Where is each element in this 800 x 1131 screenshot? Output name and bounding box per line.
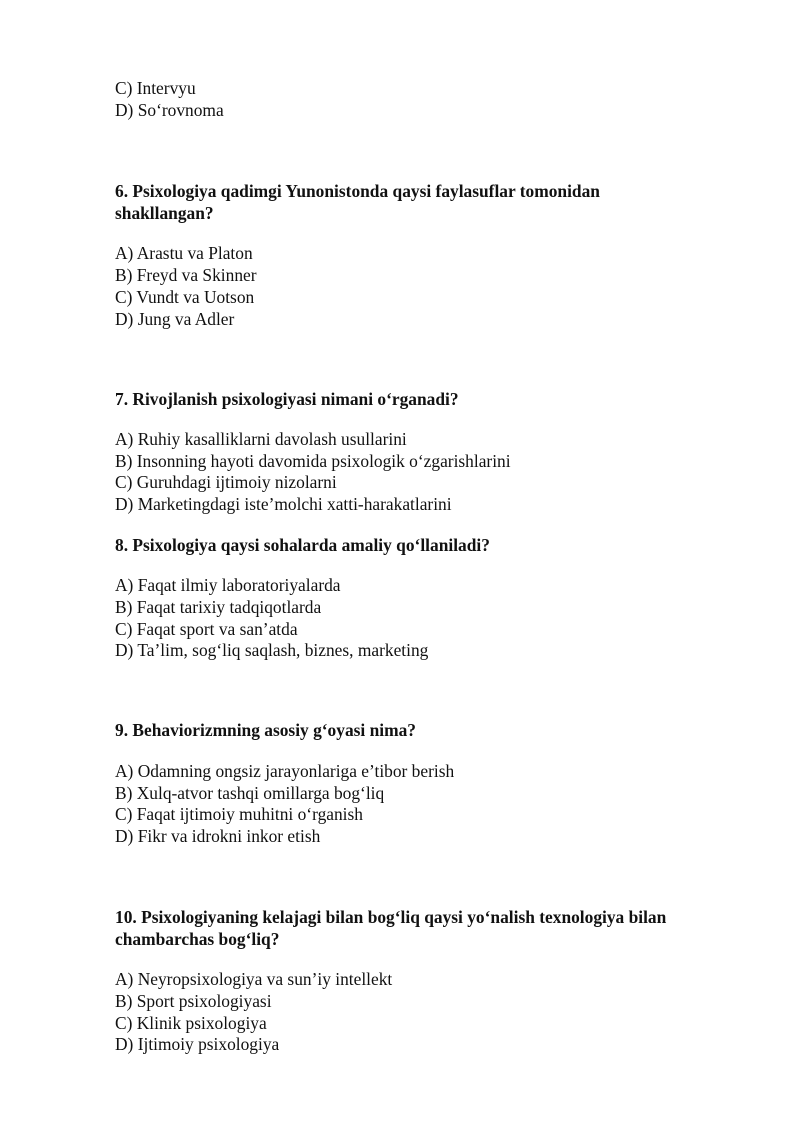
question-6-option-d: D) Jung va Adler bbox=[115, 309, 235, 329]
question-8-option-b: B) Faqat tarixiy tadqiqotlarda bbox=[115, 597, 322, 617]
question-9-title: 9. Behaviorizmning asosiy g‘oyasi nima? bbox=[115, 720, 416, 740]
question-9-option-a: A) Odamning ongsiz jarayonlariga e’tibor berish bbox=[115, 761, 455, 781]
question-6-option-c: C) Vundt va Uotson bbox=[115, 287, 255, 307]
question-8-option-c: C) Faqat sport va san’atda bbox=[115, 619, 298, 639]
question-8-option-d: D) Ta’lim, sog‘liq saqlash, biznes, marketing bbox=[115, 640, 429, 660]
question-10-option-c: C) Klinik psixologiya bbox=[115, 1013, 267, 1033]
question-10-option-d: D) Ijtimoiy psixologiya bbox=[115, 1034, 280, 1054]
question-8-title: 8. Psixologiya qaysi sohalarda amaliy qo‘llaniladi? bbox=[115, 535, 490, 555]
question-7-option-b: B) Insonning hayoti davomida psixologik o‘zgarishlarini bbox=[115, 451, 511, 471]
question-6-title: 6. Psixologiya qadimgi Yunonistonda qaysi faylasuflar tomonidan bbox=[115, 181, 600, 201]
question-10-option-a: A) Neyropsixologiya va sun’iy intellekt bbox=[115, 969, 393, 989]
question-7-title: 7. Rivojlanish psixologiyasi nimani o‘rganadi? bbox=[115, 389, 459, 409]
question-8-option-a: A) Faqat ilmiy laboratoriyalarda bbox=[115, 575, 341, 595]
option-c: C) Intervyu bbox=[115, 78, 196, 98]
question-10-title: 10. Psixologiyaning kelajagi bilan bog‘liq qaysi yo‘nalish texnologiya bilan bbox=[115, 907, 667, 927]
question-6-option-b: B) Freyd va Skinner bbox=[115, 265, 257, 285]
option-d: D) So‘rovnoma bbox=[115, 100, 224, 120]
question-10-title-cont: chambarchas bog‘liq? bbox=[115, 929, 280, 949]
question-7-option-c: C) Guruhdagi ijtimoiy nizolarni bbox=[115, 472, 337, 492]
question-7-option-d: D) Marketingdagi iste’molchi xatti-harakatlarini bbox=[115, 494, 452, 514]
question-7-option-a: A) Ruhiy kasalliklarni davolash usullarini bbox=[115, 429, 407, 449]
question-10-option-b: B) Sport psixologiyasi bbox=[115, 991, 272, 1011]
question-9-option-b: B) Xulq-atvor tashqi omillarga bog‘liq bbox=[115, 783, 385, 803]
question-9-option-d: D) Fikr va idrokni inkor etish bbox=[115, 826, 321, 846]
question-6-title-cont: shakllangan? bbox=[115, 203, 214, 223]
question-6-option-a: A) Arastu va Platon bbox=[115, 243, 253, 263]
question-9-option-c: C) Faqat ijtimoiy muhitni o‘rganish bbox=[115, 804, 363, 824]
